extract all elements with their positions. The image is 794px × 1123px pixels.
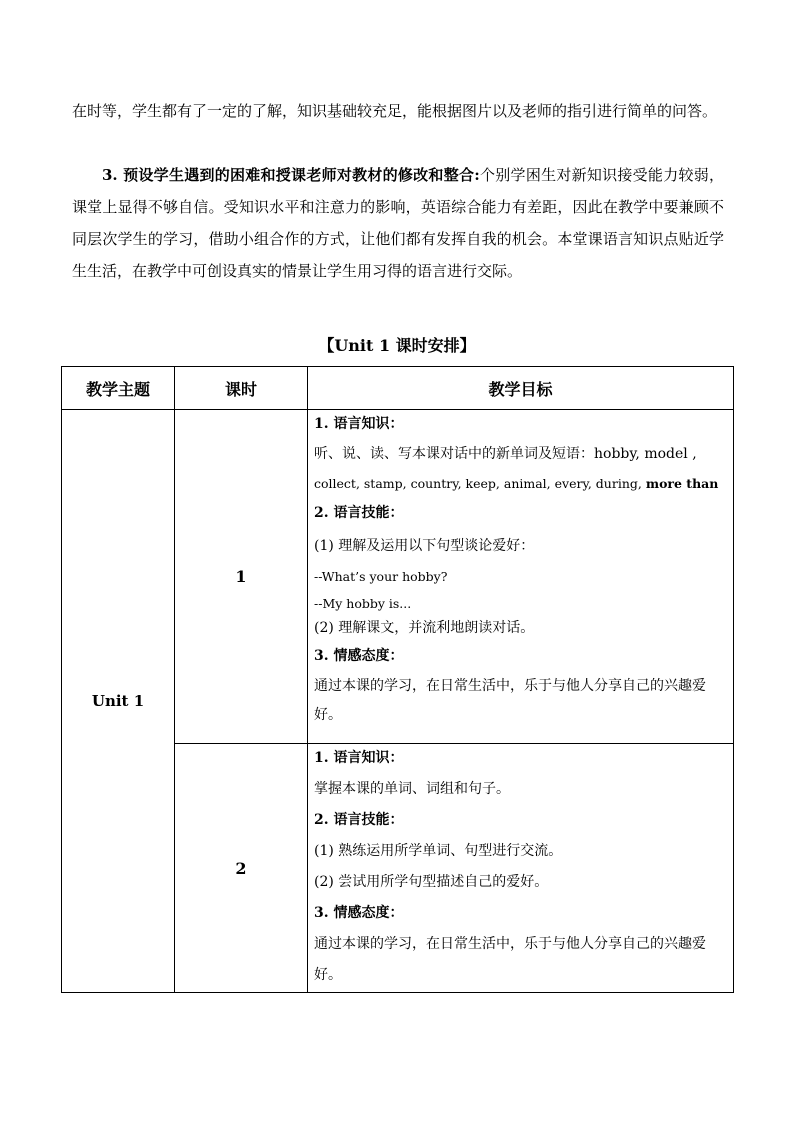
- goal-text: (2) 理解课文，并流利地朗读对话。: [314, 620, 535, 636]
- goal-text: [314, 469, 727, 499]
- header-topic: 教学主题: [62, 367, 175, 410]
- header-lesson: 课时: [175, 367, 308, 410]
- lesson-number: 1: [175, 410, 308, 744]
- header-goals: 教学目标: [308, 367, 734, 410]
- unit-cell: Unit 1: [62, 410, 175, 993]
- goal-text: 通过本课的学习，在日常生活中，乐于与他人分享自己的兴趣爱好。: [314, 935, 706, 983]
- item3-text: 个别学困生对新知识接受能力较弱，课堂上显得不够自信。受知识水平和注意力的影响，英语综合能力有差距，因此在教学中要兼顾不同层次学生的学习，借助小组合作的方式，让他们都有发挥自我的机会。本堂课语言知识点贴近学生生活，在教学中可创设真实的情景让学生用习得的语言进行交际。: [72, 166, 724, 280]
- goal-heading: 3. 情感态度：: [314, 648, 404, 664]
- goal-text: 掌握本课的单词、词组和句子。: [314, 780, 510, 797]
- table-title: 【Unit 1 课时安排】: [318, 336, 476, 355]
- goal-heading: 1. 语言知识：: [314, 416, 404, 432]
- table-row: [62, 410, 734, 744]
- goal-text: (1) 熟练运用所学单词、句型进行交流。: [314, 842, 563, 859]
- lesson-goals: [308, 744, 734, 993]
- lesson-goals: [308, 410, 734, 744]
- table-header-row: [62, 367, 734, 410]
- goal-text: 听、说、读、写本课对话中的新单词及短语：hobby, model ,: [314, 445, 697, 462]
- vocab-list: collect, stamp, country, keep, animal, every, during,: [314, 476, 642, 491]
- goal-heading: 2. 语言技能：: [314, 504, 404, 521]
- difficulty-paragraph: [72, 159, 724, 287]
- goal-heading: 2. 语言技能：: [314, 811, 404, 828]
- lesson-number: 2: [175, 744, 308, 993]
- goal-text: 通过本课的学习，在日常生活中，乐于与他人分享自己的兴趣爱好。: [314, 677, 706, 723]
- vocab-bold: more than: [645, 476, 719, 491]
- intro-line: 在时等，学生都有了一定的了解，知识基础较充足，能根据图片以及老师的指引进行简单的问答。: [72, 102, 718, 120]
- goal-text: (2) 尝试用所学句型描述自己的爱好。: [314, 873, 549, 890]
- item3-heading: 3. 预设学生遇到的困难和授课老师对教材的修改和整合:: [102, 166, 480, 184]
- lesson-schedule-table: [61, 366, 734, 993]
- goal-heading: 1. 语言知识：: [314, 750, 404, 766]
- goal-text: (1) 理解及运用以下句型谈论爱好：: [314, 538, 535, 554]
- goal-heading: 3. 情感态度：: [314, 904, 404, 921]
- example-question: --What’s your hobby?: [314, 568, 448, 584]
- intro-paragraph: [72, 95, 724, 127]
- example-answer: --My hobby is...: [314, 596, 412, 611]
